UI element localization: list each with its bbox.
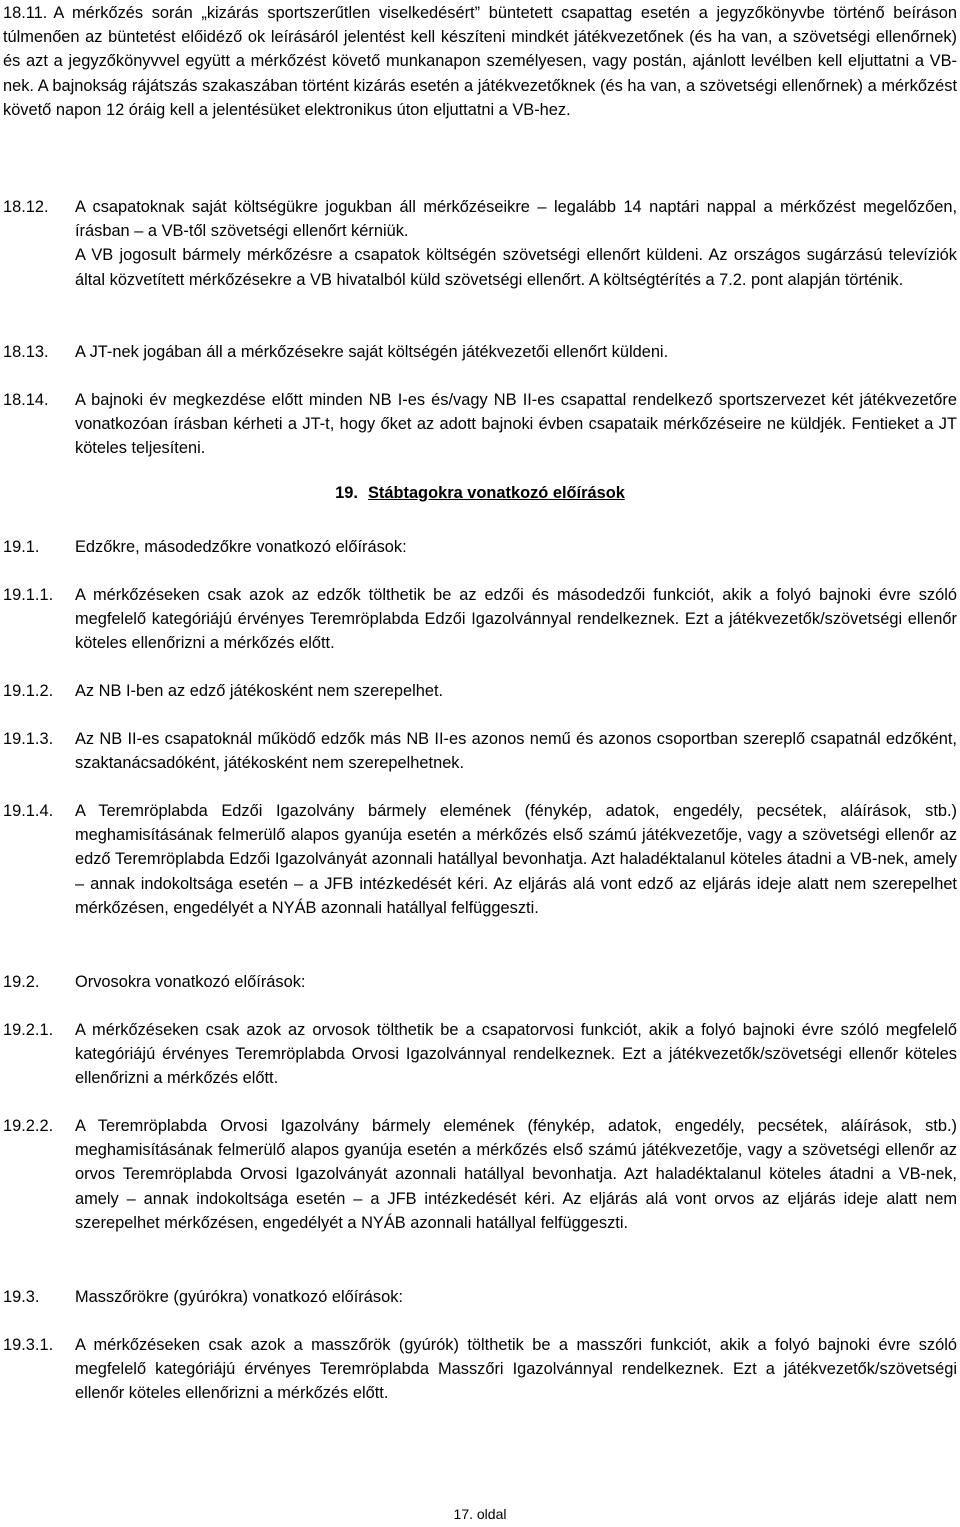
paragraph-number: 19.3.1. <box>3 1336 54 1354</box>
paragraph-text: A bajnoki év megkezdése előtt minden NB I-es és/vagy NB II-es csapattal rendelkező sportszervezet két játékvezetőre vonatkozóan írásban kérheti a JT-t, hogy őket az adott bajnoki évben csapataik mérkőzéseire ne küldjék. Fentieket a JT köteles teljesíteni. <box>75 391 957 458</box>
paragraph-19-1-4 <box>3 799 957 920</box>
paragraph-19-2-2 <box>3 1114 957 1235</box>
paragraph-18-11 <box>3 1 957 122</box>
paragraph-text: Masszőrökre (gyúrókra) vonatkozó előírások: <box>75 1288 403 1306</box>
paragraph-number: 19.1. <box>3 538 40 556</box>
subheading-19-1 <box>3 535 957 559</box>
paragraph-number: 19.1.1. <box>3 586 54 604</box>
subheading-19-3 <box>3 1285 957 1309</box>
paragraph-19-1-3 <box>3 727 957 775</box>
paragraph-18-14 <box>3 388 957 461</box>
paragraph-text: Edzőkre, másodedzőkre vonatkozó előírások: <box>75 538 407 556</box>
paragraph-number: 18.11. <box>3 4 48 22</box>
page-footer <box>0 1506 960 1522</box>
paragraph-text: A csapatoknak saját költségükre jogukban áll mérkőzéseikre – legalább 14 naptári nappal a mérkőzést megelőzően, írásban – a VB-től szövetségi ellenőrt kérniük. <box>75 198 957 241</box>
paragraph-text: A mérkőzéseken csak azok a masszőrök (gyúrók) tölthetik be a masszőri funkciót, akik a folyó bajnoki évre szóló megfelelő kategóriájú érvényes Teremröplabda Masszőri Igazolvánnyal rendelkeznek. Ezt a játékvezetők/szövetségi ellenőr köteles ellenőrizni a mérkőzés előtt. <box>75 1336 957 1403</box>
paragraph-text: A mérkőzéseken csak azok az orvosok tölthetik be a csapatorvosi funkciót, akik a folyó bajnoki évre szóló megfelelő kategóriájú érvényes Teremröplabda Orvosi Igazolvánnyal rendelkeznek. Ezt a játékvezetők/szövetségi ellenőr köteles ellenőrizni a mérkőzés előtt. <box>75 1021 957 1088</box>
paragraph-number: 19.2.2. <box>3 1117 54 1135</box>
paragraph-text: A VB jogosult bármely mérkőzésre a csapatok költségén szövetségi ellenőrt küldeni. Az országos sugárzású televíziók által közvetített mérkőzésekre a VB hivatalból küld szövetségi ellenőrt. A költségtérítés a 7.2. pont alapján történik. <box>75 246 957 289</box>
paragraph-number: 19.1.2. <box>3 682 54 700</box>
paragraph-text: A mérkőzéseken csak azok az edzők tölthetik be az edzői és másodedzői funkciót, akik a folyó bajnoki évre szóló megfelelő kategóriájú érvényes Teremröplabda Edzői Igazolvánnyal rendelkeznek. Ezt a játékvezetők/szövetségi ellenőr köteles ellenőrizni a mérkőzés előtt. <box>75 586 957 653</box>
section-title: Stábtagokra vonatkozó előírások <box>367 484 625 502</box>
paragraph-19-1-1 <box>3 583 957 656</box>
paragraph-number: 19.1.3. <box>3 730 54 748</box>
paragraph-18-12 <box>3 195 957 292</box>
paragraph-number: 19.2. <box>3 973 40 991</box>
paragraph-18-13 <box>3 340 957 364</box>
paragraph-text: Az NB II-es csapatoknál működő edzők más NB II-es azonos nemű és azonos csoportban szereplő csapatnál edzőként, szaktanácsadóként, játékosként nem szerepelhetnek. <box>75 730 957 773</box>
paragraph-text: Az NB I-ben az edző játékosként nem szerepelhet. <box>75 682 444 700</box>
section-number: 19. <box>335 484 358 502</box>
section-heading-19 <box>0 484 960 503</box>
paragraph-text: A mérkőzés során „kizárás sportszerűtlen viselkedésért” büntetett csapattag esetén a jegyzőkönyvbe történő beíráson túlmenően az büntetést előidéző ok leírásáról jelentést kell készíteni mindkét játékvezetőnek (és ha van, a szövetségi ellenőrnek) és azt a jegyzőkönyvvel együtt a mérkőzést követő munkanapon személyesen, vagy postán, ajánlott levélben kell eljuttatni a VB-nek. A bajnokság rájátszás szakaszában történt kizárás esetén a játékvezetőknek (és ha van, a szövetségi ellenőrnek) a mérkőzést követő napon 12 óráig kell a jelentésüket elektronikus úton eljuttatni a VB-hez. <box>3 4 957 119</box>
subheading-19-2 <box>3 970 957 994</box>
paragraph-number: 18.14. <box>3 391 49 409</box>
paragraph-number: 19.2.1. <box>3 1021 54 1039</box>
paragraph-19-3-1 <box>3 1333 957 1406</box>
paragraph-number: 19.1.4. <box>3 802 54 820</box>
paragraph-text: A Teremröplabda Orvosi Igazolvány bármely elemének (fénykép, adatok, engedély, pecsétek, aláírások, stb.) meghamisításának felmerülő alapos gyanúja esetén a mérkőzés első számú játékvezetője, vagy a szövetségi ellenőr az orvos Teremröplabda Orvosi Igazolványát azonnali hatállyal bevonhatja. Azt haladéktalanul köteles átadni a VB-nek, amely – annak indokoltsága esetén – a JFB intézkedését kéri. Az eljárás alá vont orvos az eljárás ideje alatt nem szerepelhet mérkőzésen, engedélyét a NYÁB azonnali hatállyal felfüggeszti. <box>75 1117 957 1232</box>
paragraph-number: 18.12. <box>3 198 49 216</box>
paragraph-text: A JT-nek jogában áll a mérkőzésekre saját költségén játékvezetői ellenőrt küldeni. <box>75 343 669 361</box>
paragraph-text: Orvosokra vonatkozó előírások: <box>75 973 306 991</box>
paragraph-number: 18.13. <box>3 343 49 361</box>
paragraph-19-2-1 <box>3 1018 957 1091</box>
page-number: 17. oldal <box>453 1506 507 1522</box>
paragraph-number: 19.3. <box>3 1288 40 1306</box>
paragraph-19-1-2 <box>3 679 957 703</box>
paragraph-text: A Teremröplabda Edzői Igazolvány bármely elemének (fénykép, adatok, engedély, pecsétek, aláírások, stb.) meghamisításának felmerülő alapos gyanúja esetén a mérkőzés első számú játékvezetője, vagy a szövetségi ellenőr az edző Teremröplabda Edzői Igazolványát azonnali hatállyal bevonhatja. Azt haladéktalanul köteles átadni a VB-nek, amely – annak indokoltsága esetén – a JFB intézkedését kéri. Az eljárás alá vont edző az eljárás ideje alatt nem szerepelhet mérkőzésen, engedélyét a NYÁB azonnali hatállyal felfüggeszti. <box>75 802 957 917</box>
